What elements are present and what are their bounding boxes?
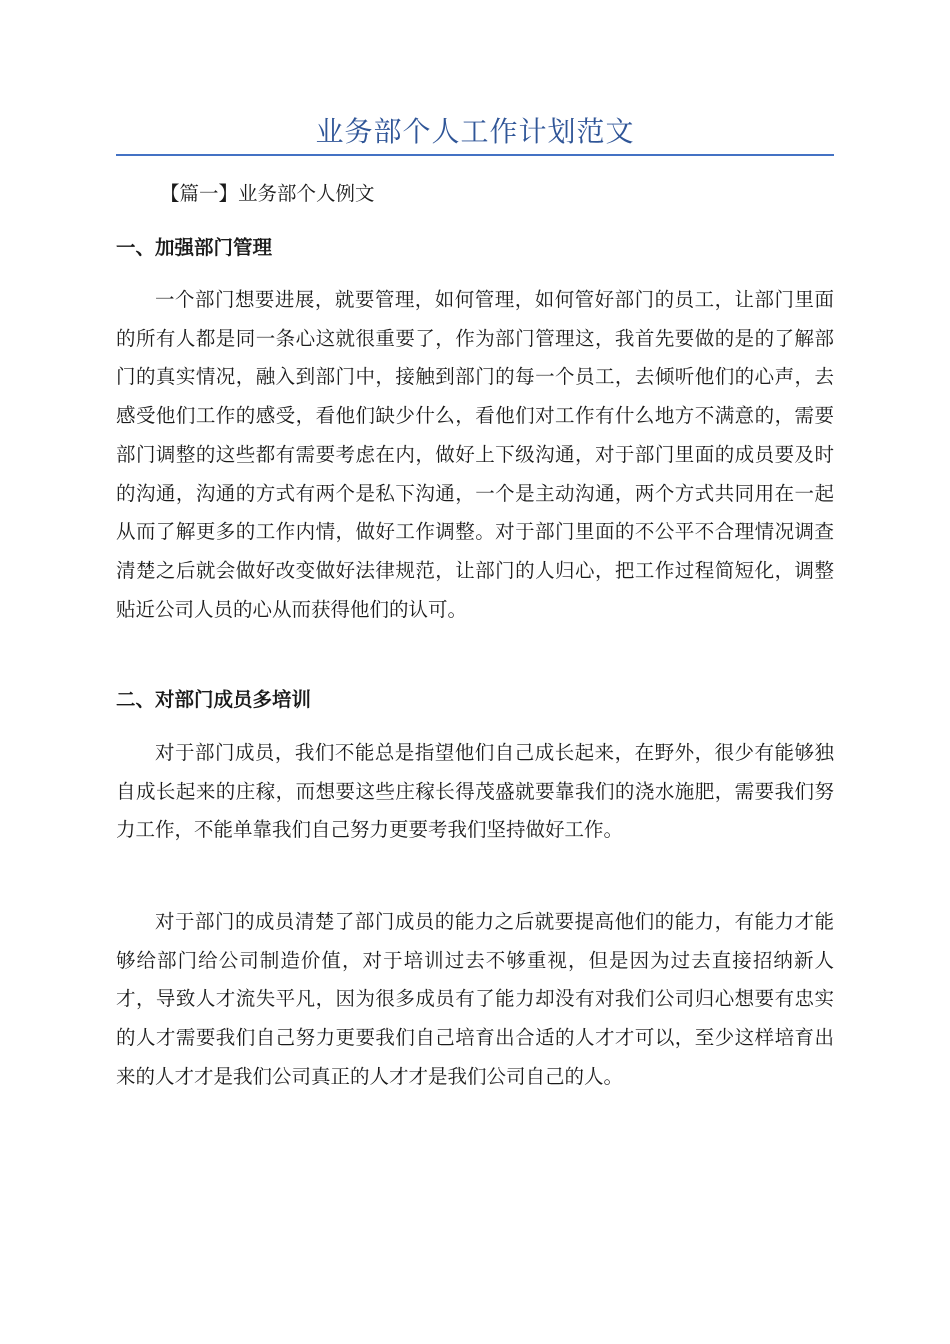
section-heading-2: 二、对部门成员多培训	[116, 688, 312, 711]
title-underline	[116, 154, 834, 156]
section-1-paragraph-1: 一个部门想要进展，就要管理，如何管理，如何管好部门的员工，让部门里面的所有人都是同一条心这就很重要了，作为部门管理这，我首先要做的是的了解部门的真实情况，融入到部门中，接触到部门的每一个员工，去倾听他们的心声，去感受他们工作的感受，看他们缺少什么，看他们对工作有什么地方不满意的，需要部门调整的这些都有需要考虑在内，做好上下级沟通，对于部门里面的成员要及时的沟通，沟通的方式有两个是私下沟通，一个是主动沟通，两个方式共同用在一起从而了解更多的工作内情，做好工作调整。对于部门里面的不公平不合理情况调查清楚之后就会做好改变做好法律规范，让部门的人归心，把工作过程简短化，调整贴近公司人员的心从而获得他们的认可。	[116, 288, 834, 621]
section-2-paragraph-2: 对于部门的成员清楚了部门成员的能力之后就要提高他们的能力，有能力才能够给部门给公司制造价值，对于培训过去不够重视，但是因为过去直接招纳新人才，导致人才流失平凡，因为很多成员有了能力却没有对我们公司归心想要有忠实的人才需要我们自己努力更要我们自己培育出合适的人才才可以，至少这样培育出来的人才才是我们公司真正的人才才是我们公司自己的人。	[116, 910, 834, 1088]
document-title: 业务部个人工作计划范文	[315, 115, 635, 148]
section-2-paragraph-1: 对于部门成员，我们不能总是指望他们自己成长起来，在野外，很少有能够独自成长起来的庄稼，而想要这些庄稼长得茂盛就要靠我们的浇水施肥，需要我们努力工作，不能单靠我们自己努力更要考我们坚持做好工作。	[116, 741, 834, 842]
section-label: 【篇一】业务部个人例文	[160, 182, 375, 205]
section-heading-1: 一、加强部门管理	[116, 236, 273, 259]
